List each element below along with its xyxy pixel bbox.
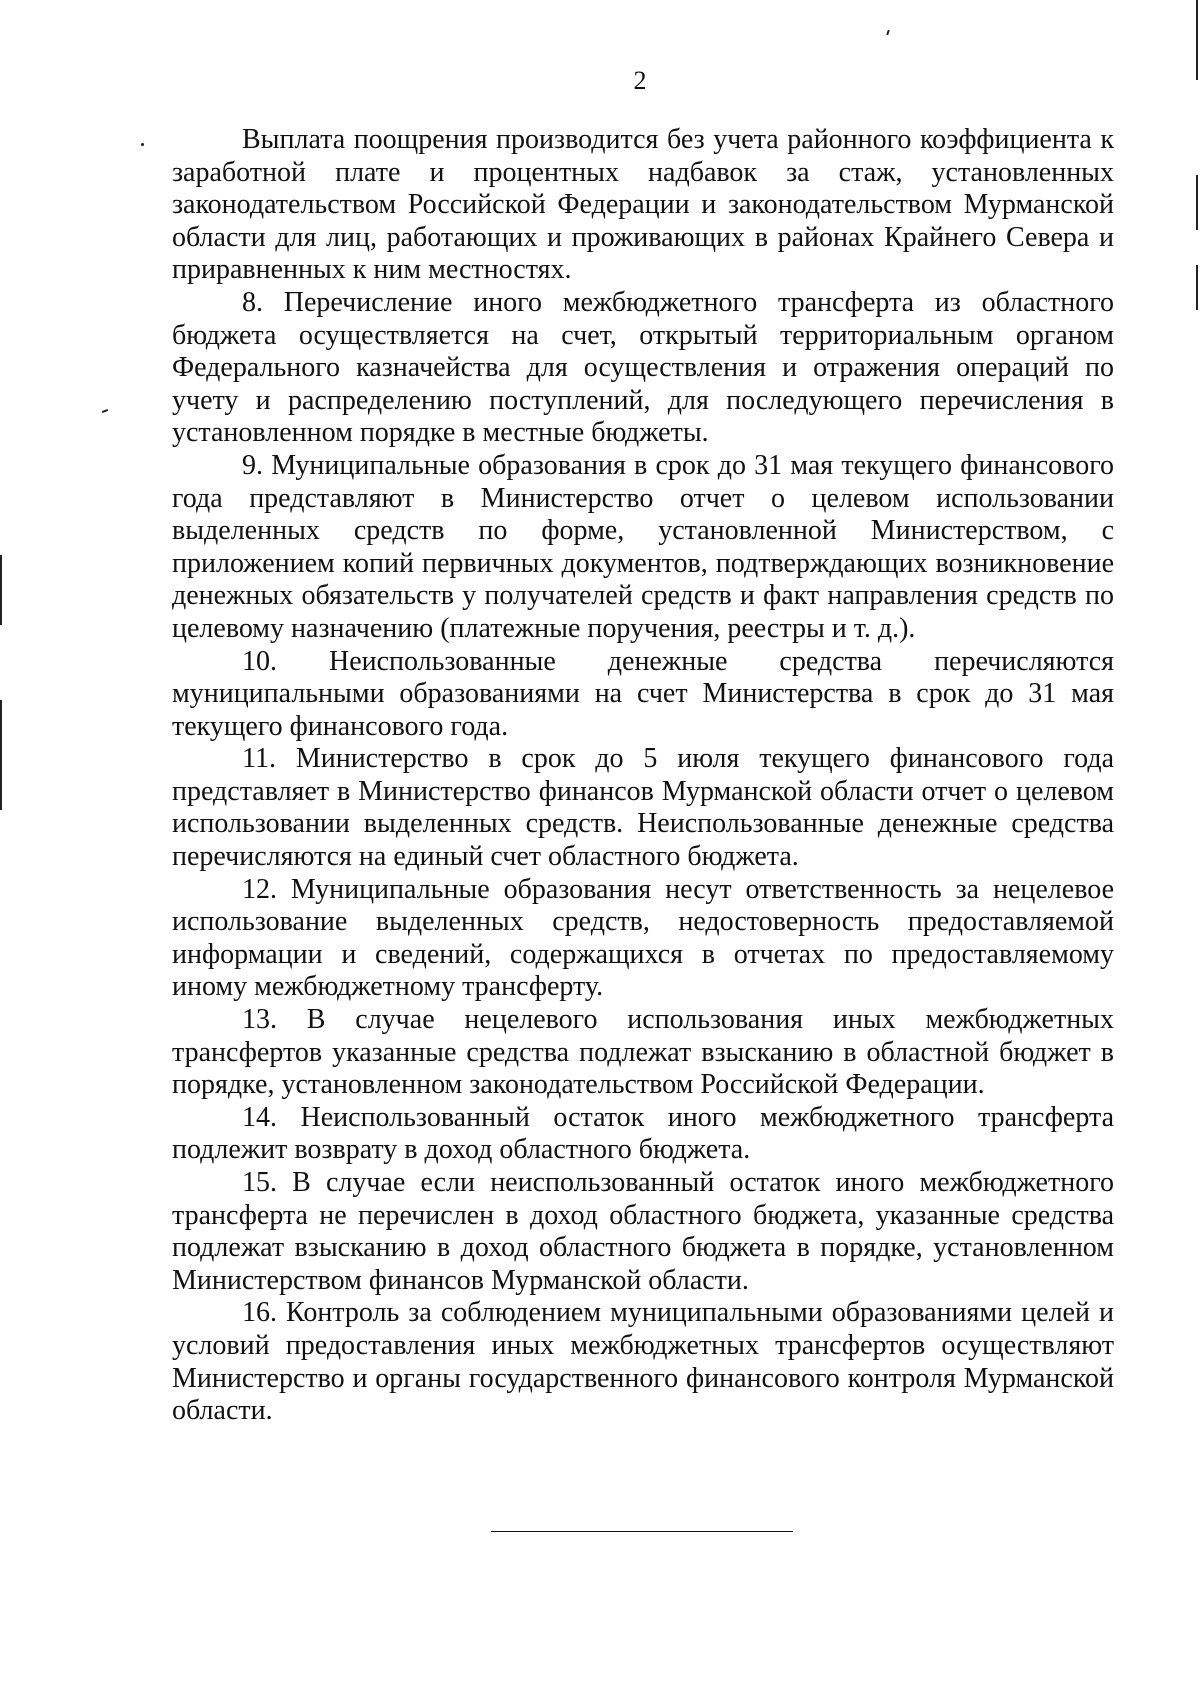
page-number: 2	[633, 66, 647, 95]
paragraph-11: 11. Министерство в срок до 5 июля текущего финансового года представляет в Министерство финансов Мурманской области отчет о целевом использовании выделенных средств. Неиспользованные денежные средства перечисляются на единый счет областного бюджета.	[172, 743, 1114, 873]
paragraph-8: 8. Перечисление иного межбюджетного трансферта из областного бюджета осуществляется на счет, открытый территориальным органом Федерального казначейства для осуществления и отражения операций по учету и распределению поступлений, для последующего перечисления в установленном порядке в местные бюджеты.	[172, 286, 1114, 449]
paragraph-16: 16. Контроль за соблюдением муниципальными образованиями целей и условий предоставления иных межбюджетных трансфертов осуществляют Министерство и органы государственного финансового контроля Мурманской области.	[172, 1297, 1114, 1427]
scan-artifact-mark	[1196, 175, 1198, 230]
scan-artifact-mark	[0, 700, 2, 810]
paragraph-15: 15. В случае если неиспользованный остаток иного межбюджетного трансферта не перечислен в доход областного бюджета, указанные средства подлежат взысканию в доход областного бюджета в порядке, установленном Министерством финансов Мурманской области.	[172, 1167, 1114, 1296]
paragraph-9: 9. Муниципальные образования в срок до 31 мая текущего финансового года представляют в Министерство отчет о целевом использовании выделенных средств по форме, установленной Министерством, с приложением копий первичных документов, подтверждающих возникновение денежных обязательств у получателей средств и факт направления средств по целевому назначению (платежные поручения, реестры и т. д.).	[172, 449, 1114, 644]
scan-artifact-mark	[0, 555, 2, 625]
scan-artifact-dot	[102, 409, 108, 413]
paragraph-12: 12. Муниципальные образования несут ответственность за нецелевое использование выделенных средств, недостоверность предоставляемой информации и сведений, содержащихся в отчетах по предоставляемому иному межбюджетному трансферту.	[172, 873, 1114, 1003]
end-separator-line	[491, 1531, 793, 1532]
paragraph-13: 13. В случае нецелевого использования иных межбюджетных трансфертов указанные средства подлежат взысканию в областной бюджет в порядке, установленном законодательством Российской Федерации.	[172, 1004, 1114, 1101]
paragraph-10: 10. Неиспользованные денежные средства перечисляются муниципальными образованиями на счет Министерства в срок до 31 мая текущего финансового года.	[172, 645, 1114, 742]
paragraph-14: 14. Неиспользованный остаток иного межбюджетного трансферта подлежит возврату в доход областного бюджета.	[172, 1101, 1114, 1166]
paragraph-bonus-payment: Выплата поощрения производится без учета районного коэффициента к заработной плате и процентных надбавок за стаж, установленных законодательством Российской Федерации и законодательством Мурманской области для лиц, работающих и проживающих в районах Крайнего Севера и приравненных к ним местностях.	[172, 124, 1114, 286]
scan-artifact-mark	[1196, 265, 1198, 310]
scan-artifact-dot	[141, 143, 144, 146]
document-body	[172, 124, 1114, 1428]
scan-artifact-dot	[886, 30, 890, 35]
